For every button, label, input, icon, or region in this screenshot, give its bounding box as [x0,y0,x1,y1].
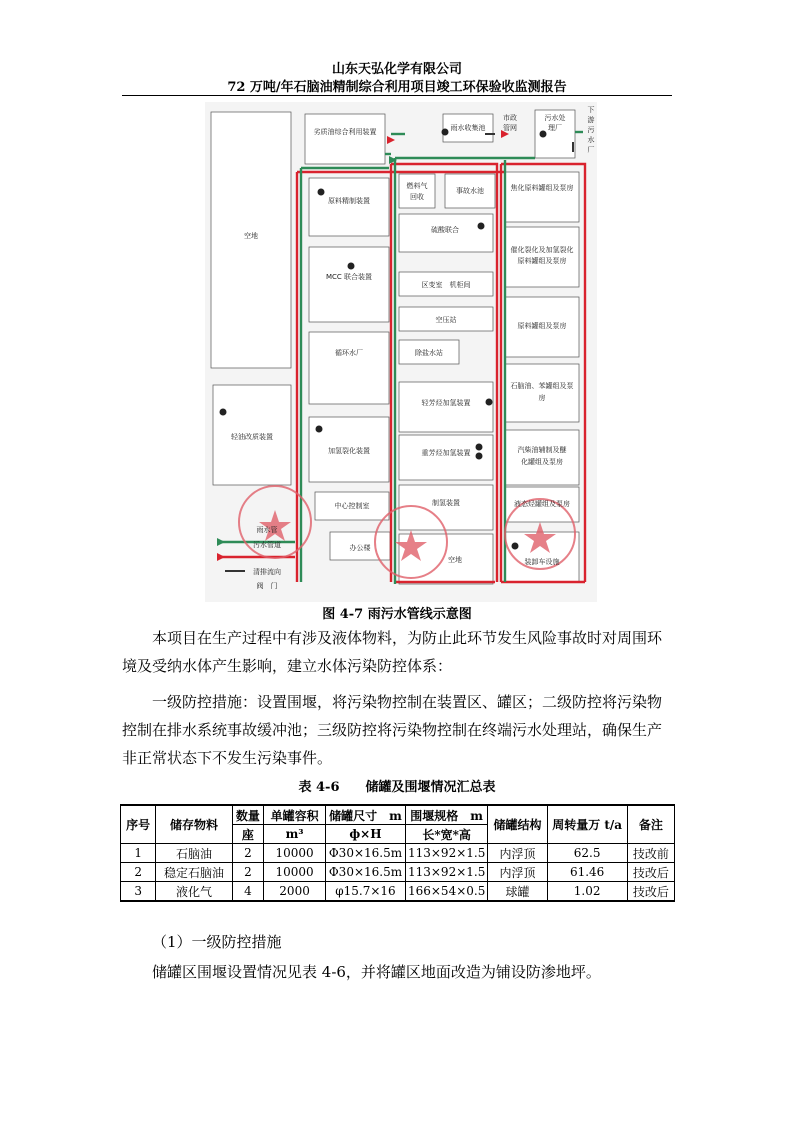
label-hydrocrack: 加氢裂化装置 [328,447,370,455]
company-name: 山东天弘化学有限公司 [331,62,462,77]
label-light-oil: 轻油改质装置 [231,433,273,441]
mcc-block [309,247,389,322]
label-gasoline-2: 化罐组及泵房 [521,458,563,466]
report-title: 72 万吨/年石脑油精制综合利用项目竣工环保验收监测报告 [227,80,567,95]
tank-weir-table [120,804,675,902]
paragraph-2: 一级防控措施：设置围堰，将污染物控制在装置区、罐区；二级防控将污染物控制在排水系统事故缓冲池；三级防控将污染物控制在终端污水处理站，确保生产非正常状态下不发生污染事件。 [122,693,663,767]
table-caption: 表 4-6 储罐及围堰情况汇总表 [298,780,496,795]
label-empty-land-2: 空地 [448,556,462,564]
label-sewage-plant-1: 污水处 [544,114,566,122]
label-sewage-plant-2: 理厂 [548,124,562,132]
label-air: 空压站 [435,316,457,324]
inferior-oil-block [305,114,385,164]
pipeline-diagram [205,102,597,602]
label-downstream-4: 水 [587,136,595,144]
th-volume: 单罐容积 [264,805,326,825]
legend-clean: 清排流向 [253,568,281,576]
label-inferior-oil: 劣质油综合利用装置 [313,128,377,136]
legend-rain: 雨水管 [256,526,278,534]
label-downstream-5: 厂 [587,146,595,154]
label-naphtha-1: 石脑油、苯罐组及泵 [510,382,574,390]
raw-refine-block [309,178,389,236]
label-rain-pool: 雨水收集池 [450,124,486,132]
label-h2: 制氢装置 [432,499,460,507]
th-structure: 储罐结构 [488,805,547,844]
label-desalt: 除盐水站 [415,349,443,357]
label-fuel-gas-2: 回收 [410,193,424,201]
figure-caption: 图 4-7 雨污水管线示意图 [322,607,472,622]
th-note: 备注 [627,805,674,844]
label-gasoline-1: 汽柴油辅制及醚 [517,446,567,454]
th-size: 储罐尺寸 m [325,805,405,825]
label-downstream-3: 污 [587,126,595,134]
label-downstream-1: 下 [587,106,595,114]
label-accident-pool: 事故水池 [456,187,484,195]
label-loading: 装卸车设施 [524,558,560,566]
label-mcc: MCC 联合装置 [325,273,373,281]
label-fuel-gas-1: 燃料气 [406,182,428,190]
header-rule [122,95,672,96]
label-lpg: 液态烃罐组及泵房 [514,500,570,508]
section-heading: （1）一级防控措施 [152,933,282,951]
paragraph-3: 储罐区围堰设置情况见表 4-6，并将罐区地面改造为铺设防渗地坪。 [152,963,601,981]
coking-block [505,172,579,222]
h2-block [399,485,493,530]
circ-water-block [309,332,389,404]
th-volume-unit: m³ [264,825,326,844]
paragraph-1: 本项目在生产过程中有涉及液体物料，为防止此环节发生风险事故时对周围环境及受纳水体产生影响，建立水体污染防控体系： [122,629,663,675]
table-row: 2 稳定石脑油 2 10000 Φ30×16.5m 113×92×1.5 内浮顶 61.46 技改后 [121,863,675,882]
label-catalytic-2: 原料罐组及泵房 [517,257,567,265]
fuel-gas-block [399,174,435,208]
table-header-row-1 [121,805,675,825]
empty-land-block [211,112,291,368]
label-raw-tank: 原料罐组及泵房 [517,322,567,330]
label-municipal-2: 管网 [503,124,517,132]
label-coking: 焦化原料罐组及泵房 [510,184,574,192]
th-turnover: 周转量万 t/a [547,805,627,844]
th-weir-unit: 长*宽*高 [405,825,487,844]
table-row: 1 石脑油 2 10000 Φ30×16.5m 113×92×1.5 内浮顶 62.5 技改前 [121,844,675,863]
label-substation: 区变室 机柜间 [421,281,471,289]
label-acid: 硫酸联合 [431,226,459,234]
label-control: 中心控制室 [334,502,370,510]
label-municipal-1: 市政 [503,114,517,122]
naphtha-block [505,364,579,422]
label-office: 办公楼 [349,544,371,552]
legend-sewage: 污水管道 [253,541,281,549]
th-material: 储存物料 [156,805,232,844]
legend-valve: 阀 门 [256,582,278,590]
th-count: 数量 [232,805,264,825]
label-light-aroma: 轻芳烃加氢装置 [421,399,471,407]
th-weir: 围堰规格 m [405,805,487,825]
label-empty-land: 空地 [244,232,258,240]
label-circ-water: 循环水厂 [335,349,363,357]
label-catalytic-1: 催化裂化及加氢裂化 [510,246,574,254]
th-count-unit: 座 [232,825,264,844]
label-raw-refine: 原料精制装置 [328,197,370,205]
label-heavy-aroma: 重芳烃加氢装置 [421,449,471,457]
label-downstream-2: 游 [587,116,595,124]
light-aroma-block [399,382,493,432]
th-size-unit: ф×H [325,825,405,844]
label-naphtha-2: 房 [538,394,546,402]
table-row: 3 液化气 4 2000 φ15.7×16 166×54×0.5 球罐 1.02 技改后 [121,882,675,902]
th-no: 序号 [121,805,156,844]
